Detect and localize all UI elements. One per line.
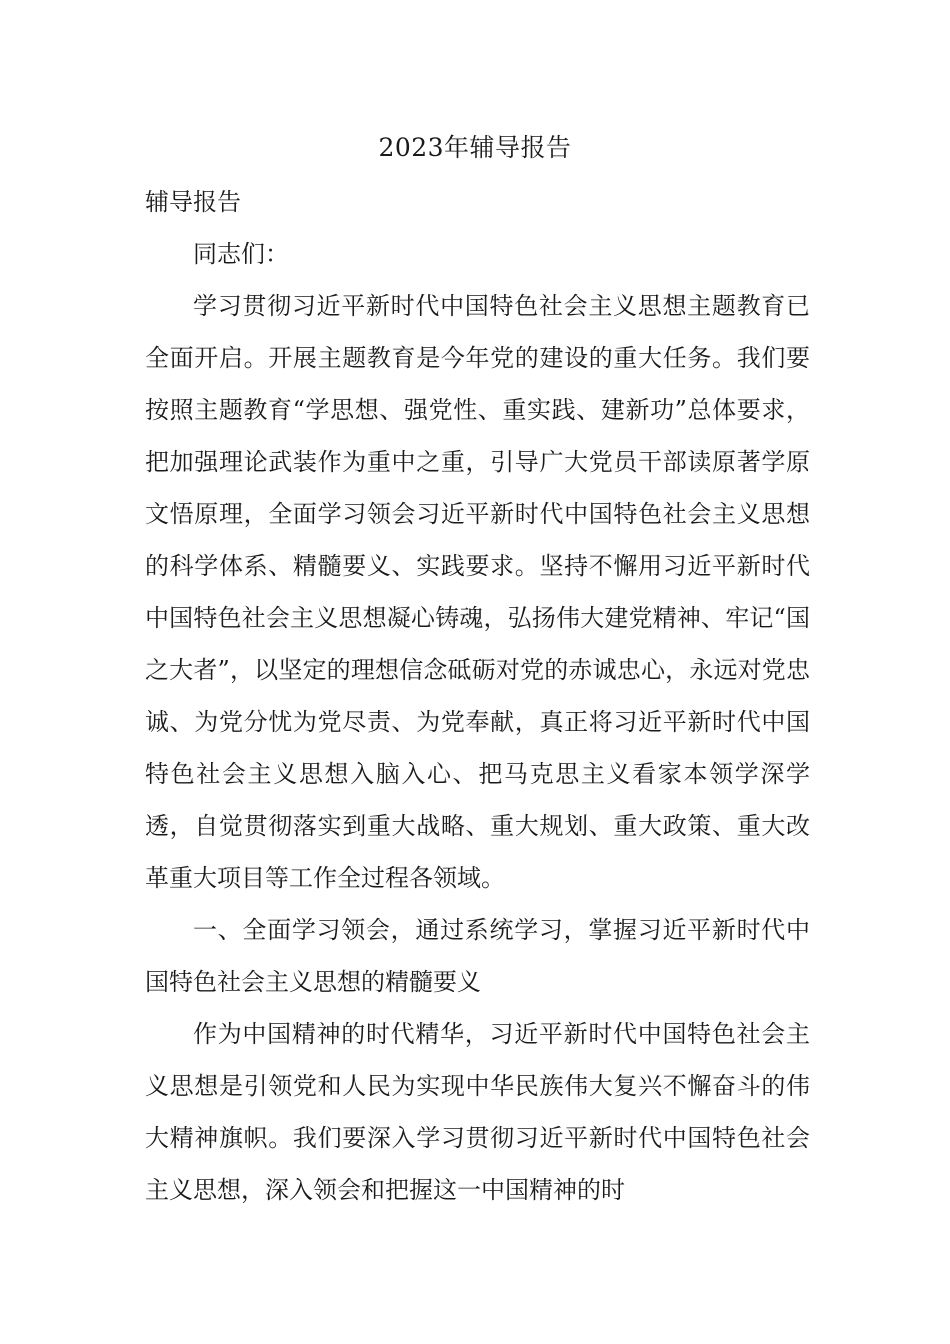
salutation-paragraph: 同志们： xyxy=(193,240,289,268)
document-subtitle: 辅导报告 xyxy=(145,188,241,216)
document-title: 2023年辅导报告 xyxy=(378,133,572,162)
section-heading-1: 一、全面学习领会，通过系统学习，掌握习近平新时代中国特色社会主义思想的精髓要义 xyxy=(145,916,810,996)
document-body xyxy=(145,228,810,1216)
body-paragraph: 作为中国精神的时代精华，习近平新时代中国特色社会主义思想是引领党和人民为实现中华民族伟大复兴不懈奋斗的伟大精神旗帜。我们要深入学习贯彻习近平新时代中国特色社会主义思想，深入领会和把握这一中国精神的时 xyxy=(145,1020,810,1204)
intro-paragraph: 学习贯彻习近平新时代中国特色社会主义思想主题教育已全面开启。开展主题教育是今年党的建设的重大任务。我们要按照主题教育“学思想、强党性、重实践、建新功”总体要求，把加强理论武装作为重中之重，引导广大党员干部读原著学原文悟原理，全面学习领会习近平新时代中国特色社会主义思想的科学体系、精髓要义、实践要求。坚持不懈用习近平新时代中国特色社会主义思想凝心铸魂，弘扬伟大建党精神、牢记“国之大者”，以坚定的理想信念砥砺对党的赤诚忠心，永远对党忠诚、为党分忧为党尽责、为党奉献，真正将习近平新时代中国特色社会主义思想入脑入心、把马克思主义看家本领学深学透，自觉贯彻落实到重大战略、重大规划、重大政策、重大改革重大项目等工作全过程各领域。 xyxy=(145,292,810,892)
